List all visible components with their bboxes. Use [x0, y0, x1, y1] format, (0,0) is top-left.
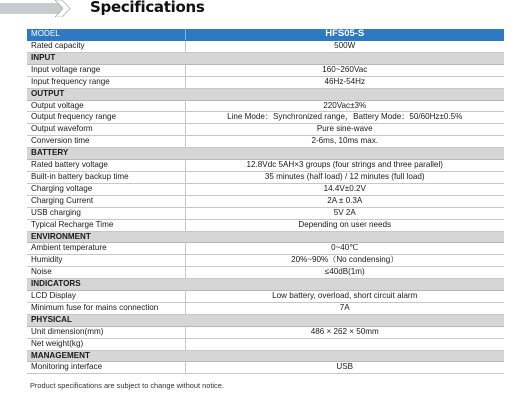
- header-decor-bar: [0, 3, 62, 14]
- section-header-row: [27, 279, 504, 291]
- spec-row: [27, 338, 504, 350]
- spec-label: Typical Recharge Time: [27, 219, 185, 231]
- spec-row: [27, 362, 504, 374]
- chevron-right-icon: [55, 0, 71, 17]
- spec-value: [185, 338, 504, 350]
- spec-row: [27, 136, 504, 148]
- spec-label: Output waveform: [27, 124, 185, 136]
- spec-row: [27, 124, 504, 136]
- section-header-row: [27, 52, 504, 64]
- spec-label: Input frequency range: [27, 76, 185, 88]
- spec-row: [27, 41, 504, 53]
- spec-value: 20%~90%（No condensing）: [185, 255, 504, 267]
- spec-label: Minimum fuse for mains connection: [27, 302, 185, 314]
- spec-row: [27, 291, 504, 303]
- spec-row: [27, 302, 504, 314]
- spec-row: [27, 100, 504, 112]
- spec-label: Built-in battery backup time: [27, 171, 185, 183]
- spec-label: USB charging: [27, 207, 185, 219]
- spec-value: ≤40dB(1m): [185, 267, 504, 279]
- spec-table: [27, 29, 504, 374]
- page-title: Specifications: [90, 0, 205, 16]
- section-header-row: [27, 148, 504, 160]
- spec-row: [27, 219, 504, 231]
- model-row: [27, 29, 504, 41]
- model-value: HFS05-S: [185, 29, 504, 41]
- spec-value: 5V 2A: [185, 207, 504, 219]
- spec-value: Depending on user needs: [185, 219, 504, 231]
- spec-label: Unit dimension(mm): [27, 326, 185, 338]
- spec-label: Ambient temperature: [27, 243, 185, 255]
- spec-row: [27, 267, 504, 279]
- spec-value: 14.4V±0.2V: [185, 183, 504, 195]
- spec-label: Output voltage: [27, 100, 185, 112]
- spec-row: [27, 326, 504, 338]
- spec-value: USB: [185, 362, 504, 374]
- spec-row: [27, 112, 504, 124]
- spec-row: [27, 183, 504, 195]
- page-header: [0, 0, 531, 26]
- section-header-row: [27, 88, 504, 100]
- spec-row: [27, 243, 504, 255]
- spec-row: [27, 207, 504, 219]
- spec-label: Net weight(kg): [27, 338, 185, 350]
- section-title: INPUT: [27, 52, 504, 64]
- spec-label: Rated battery voltage: [27, 160, 185, 172]
- spec-value: 12.8Vdc 5AH×3 groups (four strings and three parallel): [185, 160, 504, 172]
- section-title: MANAGEMENT: [27, 350, 504, 362]
- spec-row: [27, 160, 504, 172]
- spec-row: [27, 255, 504, 267]
- spec-value: Low battery, overload, short circuit alarm: [185, 291, 504, 303]
- section-title: OUTPUT: [27, 88, 504, 100]
- model-label: MODEL: [27, 29, 185, 41]
- spec-row: [27, 195, 504, 207]
- spec-value: 2-6ms, 10ms max.: [185, 136, 504, 148]
- spec-row: [27, 76, 504, 88]
- section-header-row: [27, 314, 504, 326]
- section-title: PHYSICAL: [27, 314, 504, 326]
- spec-value: 500W: [185, 41, 504, 53]
- section-title: BATTERY: [27, 148, 504, 160]
- spec-label: Charging voltage: [27, 183, 185, 195]
- spec-value: 7A: [185, 302, 504, 314]
- spec-label: Monitoring interface: [27, 362, 185, 374]
- spec-label: Conversion time: [27, 136, 185, 148]
- footnote: Product specifications are subject to change without notice.: [30, 381, 224, 390]
- spec-value: 160~260Vac: [185, 64, 504, 76]
- spec-value: 2A ± 0.3A: [185, 195, 504, 207]
- spec-value: 35 minutes (half load) / 12 minutes (full load): [185, 171, 504, 183]
- spec-label: Charging Current: [27, 195, 185, 207]
- spec-label: Input voltage range: [27, 64, 185, 76]
- section-header-row: [27, 350, 504, 362]
- section-header-row: [27, 231, 504, 243]
- spec-label: Rated capacity: [27, 41, 185, 53]
- section-title: ENVIRONMENT: [27, 231, 504, 243]
- spec-value: Line Mode：Synchronized range，Battery Mode：50/60Hz±0.5%: [185, 112, 504, 124]
- spec-value: 486 × 262 × 50mm: [185, 326, 504, 338]
- spec-value: Pure sine-wave: [185, 124, 504, 136]
- spec-value: 46Hz-54Hz: [185, 76, 504, 88]
- spec-label: Humidity: [27, 255, 185, 267]
- section-title: INDICATORS: [27, 279, 504, 291]
- spec-value: 0~40℃: [185, 243, 504, 255]
- spec-label: Noise: [27, 267, 185, 279]
- spec-row: [27, 64, 504, 76]
- spec-value: 220Vac±3%: [185, 100, 504, 112]
- spec-row: [27, 171, 504, 183]
- spec-label: Output frequency range: [27, 112, 185, 124]
- spec-label: LCD Display: [27, 291, 185, 303]
